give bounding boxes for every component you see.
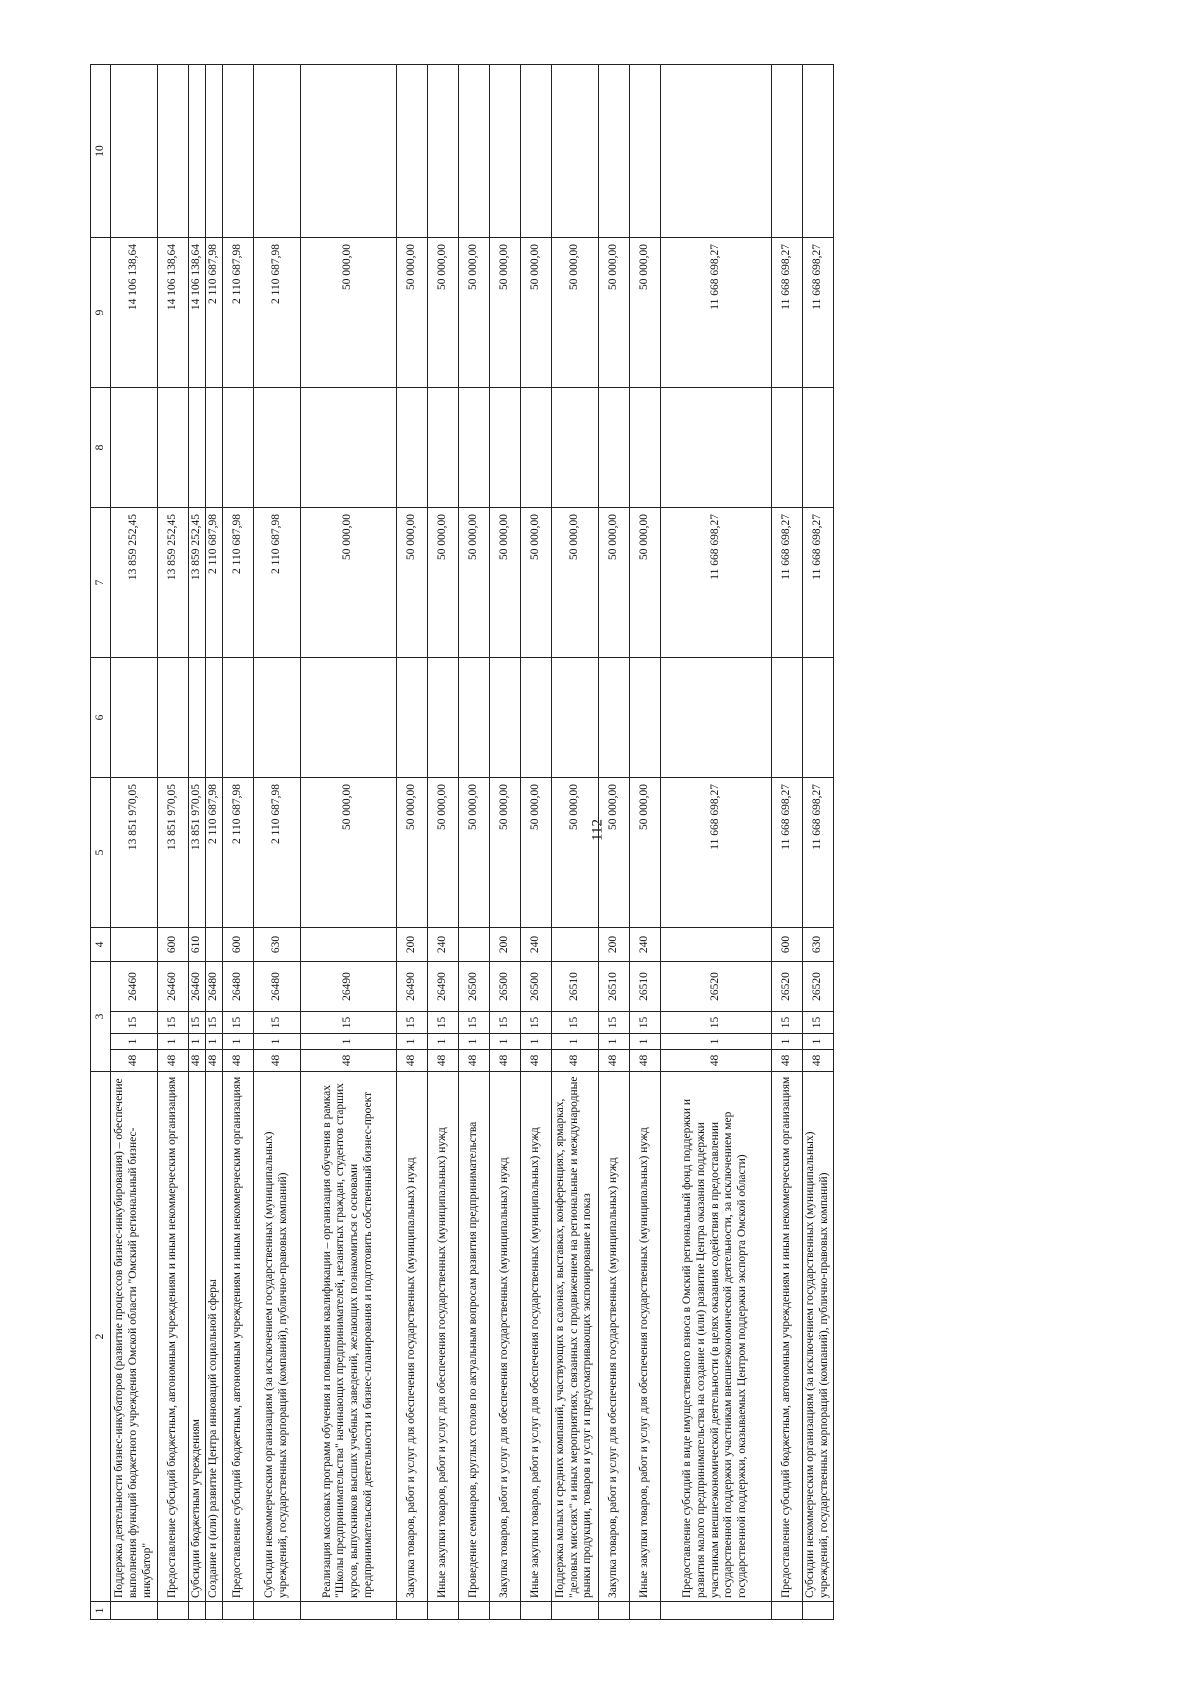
- cell-expense-type: 630: [253, 928, 300, 962]
- cell-description: Поддержка малых и средних компаний, участвующих в салонах, выставках, конференциях, ярмарках, "деловых миссиях" и иных мероприятиях, связанных с продвижением на региональные и международные рынки продукции, товаров и услуг и предусматривающих экспонирование и показ: [551, 1072, 598, 1602]
- cell-col-1: [551, 1602, 598, 1620]
- cell-col-7: 11 668 698,27: [660, 508, 771, 658]
- cell-code-direction: 26510: [629, 962, 660, 1012]
- cell-description: Поддержка деятельности бизнес-инкубаторов (развитие процессов бизнес-инкубирования) – обеспечение выполнения функций бюджетного учреждения Омской области "Омский региональный бизнес-инкубатор": [111, 1072, 158, 1602]
- cell-col-6: [427, 658, 458, 778]
- cell-col-6: [629, 658, 660, 778]
- col-header-2: 2: [91, 1072, 111, 1602]
- cell-code-program: 48: [396, 1050, 427, 1072]
- cell-col-9: 14 106 138,64: [189, 238, 206, 388]
- table-row: [802, 65, 833, 1620]
- cell-col-9: 11 668 698,27: [802, 238, 833, 388]
- cell-code-subprogram: 1: [158, 1034, 189, 1050]
- cell-col-6: [771, 658, 802, 778]
- cell-col-9: 50 000,00: [598, 238, 629, 388]
- cell-code-direction: 26490: [396, 962, 427, 1012]
- table-row: [222, 65, 253, 1620]
- cell-code-program: 48: [253, 1050, 300, 1072]
- cell-col-9: 14 106 138,64: [158, 238, 189, 388]
- cell-code-program: 48: [189, 1050, 206, 1072]
- table-row: [520, 65, 551, 1620]
- cell-col-5: 11 668 698,27: [802, 778, 833, 928]
- table-row: [660, 65, 771, 1620]
- col-header-8: 8: [91, 388, 111, 508]
- cell-description: Предоставление субсидий в виде имущественного взноса в Омский региональный фонд поддержки и развития малого предпринимательства на создание и (или) развитие Центра оказания поддержки участникам внешнеэкономической деятельности (в целях оказания содействия в предоставлении государственной поддержки участникам внешнеэкономической деятельности, за исключением мер государственной поддержки, оказываемых Центром поддержки экспорта Омской области): [660, 1072, 771, 1602]
- cell-col-5: 50 000,00: [396, 778, 427, 928]
- cell-col-8: [629, 388, 660, 508]
- cell-col-8: [189, 388, 206, 508]
- cell-col-7: 2 110 687,98: [205, 508, 222, 658]
- cell-code-subprogram: 1: [551, 1034, 598, 1050]
- cell-description: Иные закупки товаров, работ и услуг для обеспечения государственных (муниципальных) нужд: [520, 1072, 551, 1602]
- cell-code-direction: 26520: [802, 962, 833, 1012]
- cell-description: Субсидии бюджетным учреждениям: [189, 1072, 206, 1602]
- cell-code-main-event: 15: [158, 1012, 189, 1034]
- cell-col-5: 11 668 698,27: [660, 778, 771, 928]
- cell-col-1: [158, 1602, 189, 1620]
- cell-code-main-event: 15: [300, 1012, 396, 1034]
- cell-code-main-event: 15: [253, 1012, 300, 1034]
- cell-code-main-event: 15: [205, 1012, 222, 1034]
- cell-col-1: [802, 1602, 833, 1620]
- table-row: [253, 65, 300, 1620]
- table-row: [489, 65, 520, 1620]
- cell-col-5: 50 000,00: [458, 778, 489, 928]
- cell-expense-type: 600: [771, 928, 802, 962]
- cell-col-6: [660, 658, 771, 778]
- cell-col-10: [189, 65, 206, 238]
- cell-code-subprogram: 1: [598, 1034, 629, 1050]
- cell-code-main-event: 15: [520, 1012, 551, 1034]
- cell-col-7: 50 000,00: [489, 508, 520, 658]
- cell-col-10: [598, 65, 629, 238]
- cell-description: Иные закупки товаров, работ и услуг для обеспечения государственных (муниципальных) нужд: [629, 1072, 660, 1602]
- cell-col-1: [629, 1602, 660, 1620]
- col-header-3: 3: [91, 962, 111, 1072]
- cell-col-5: 13 851 970,05: [189, 778, 206, 928]
- cell-code-program: 48: [222, 1050, 253, 1072]
- cell-description: Субсидии некоммерческим организациям (за исключением государственных (муниципальных) учреждений, государственных корпораций (компаний), публично-правовых компаний): [253, 1072, 300, 1602]
- cell-col-8: [551, 388, 598, 508]
- cell-col-1: [771, 1602, 802, 1620]
- cell-code-program: 48: [802, 1050, 833, 1072]
- cell-col-7: 2 110 687,98: [222, 508, 253, 658]
- cell-code-program: 48: [520, 1050, 551, 1072]
- cell-description: Субсидии некоммерческим организациям (за исключением государственных (муниципальных) учреждений, государственных корпораций (компаний), публично-правовых компаний): [802, 1072, 833, 1602]
- cell-description: Иные закупки товаров, работ и услуг для обеспечения государственных (муниципальных) нужд: [427, 1072, 458, 1602]
- cell-col-10: [396, 65, 427, 238]
- cell-description: Закупка товаров, работ и услуг для обеспечения государственных (муниципальных) нужд: [598, 1072, 629, 1602]
- cell-code-direction: 26500: [489, 962, 520, 1012]
- cell-col-6: [205, 658, 222, 778]
- cell-expense-type: [205, 928, 222, 962]
- col-header-4: 4: [91, 928, 111, 962]
- cell-code-direction: 26480: [253, 962, 300, 1012]
- cell-code-direction: 26500: [520, 962, 551, 1012]
- cell-col-9: 50 000,00: [629, 238, 660, 388]
- cell-col-5: 50 000,00: [520, 778, 551, 928]
- cell-col-6: [253, 658, 300, 778]
- table-row: [205, 65, 222, 1620]
- cell-col-5: 50 000,00: [629, 778, 660, 928]
- cell-code-program: 48: [598, 1050, 629, 1072]
- cell-code-program: 48: [629, 1050, 660, 1072]
- cell-col-9: 50 000,00: [489, 238, 520, 388]
- cell-col-1: [598, 1602, 629, 1620]
- header-row: [91, 65, 111, 1620]
- cell-col-6: [111, 658, 158, 778]
- cell-col-6: [802, 658, 833, 778]
- cell-code-subprogram: 1: [222, 1034, 253, 1050]
- page-number: 112: [589, 819, 606, 841]
- cell-col-1: [253, 1602, 300, 1620]
- table-row: [396, 65, 427, 1620]
- cell-code-direction: 26490: [300, 962, 396, 1012]
- cell-col-10: [427, 65, 458, 238]
- cell-col-8: [771, 388, 802, 508]
- cell-expense-type: 600: [158, 928, 189, 962]
- cell-col-1: [458, 1602, 489, 1620]
- cell-code-direction: 26480: [205, 962, 222, 1012]
- cell-col-10: [551, 65, 598, 238]
- cell-expense-type: 630: [802, 928, 833, 962]
- cell-col-6: [551, 658, 598, 778]
- cell-expense-type: 600: [222, 928, 253, 962]
- cell-col-10: [660, 65, 771, 238]
- cell-code-main-event: 15: [427, 1012, 458, 1034]
- cell-code-program: 48: [458, 1050, 489, 1072]
- cell-code-subprogram: 1: [205, 1034, 222, 1050]
- cell-col-9: 11 668 698,27: [771, 238, 802, 388]
- cell-col-6: [598, 658, 629, 778]
- cell-col-1: [427, 1602, 458, 1620]
- table-row: [551, 65, 598, 1620]
- cell-code-program: 48: [427, 1050, 458, 1072]
- cell-col-5: 13 851 970,05: [158, 778, 189, 928]
- cell-col-7: 13 859 252,45: [158, 508, 189, 658]
- cell-code-program: 48: [158, 1050, 189, 1072]
- cell-col-10: [520, 65, 551, 238]
- cell-code-subprogram: 1: [520, 1034, 551, 1050]
- cell-col-10: [489, 65, 520, 238]
- cell-col-7: 50 000,00: [396, 508, 427, 658]
- cell-col-5: 50 000,00: [300, 778, 396, 928]
- cell-code-subprogram: 1: [489, 1034, 520, 1050]
- cell-col-7: 50 000,00: [458, 508, 489, 658]
- cell-description: Закупка товаров, работ и услуг для обеспечения государственных (муниципальных) нужд: [489, 1072, 520, 1602]
- cell-code-direction: 26490: [427, 962, 458, 1012]
- cell-col-8: [111, 388, 158, 508]
- cell-code-direction: 26520: [660, 962, 771, 1012]
- cell-col-10: [158, 65, 189, 238]
- cell-expense-type: [111, 928, 158, 962]
- cell-code-direction: 26510: [551, 962, 598, 1012]
- cell-code-subprogram: 1: [771, 1034, 802, 1050]
- cell-description: Создание и (или) развитие Центра инноваций социальной сферы: [205, 1072, 222, 1602]
- cell-col-8: [489, 388, 520, 508]
- cell-code-subprogram: 1: [427, 1034, 458, 1050]
- cell-col-10: [253, 65, 300, 238]
- cell-expense-type: 240: [520, 928, 551, 962]
- cell-col-5: 11 668 698,27: [771, 778, 802, 928]
- cell-code-subprogram: 1: [629, 1034, 660, 1050]
- cell-col-9: 11 668 698,27: [660, 238, 771, 388]
- cell-code-main-event: 15: [189, 1012, 206, 1034]
- col-header-5: 5: [91, 778, 111, 928]
- cell-col-7: 50 000,00: [629, 508, 660, 658]
- table-row: [458, 65, 489, 1620]
- cell-expense-type: 200: [489, 928, 520, 962]
- cell-col-5: 2 110 687,98: [222, 778, 253, 928]
- cell-code-program: 48: [205, 1050, 222, 1072]
- cell-col-8: [427, 388, 458, 508]
- cell-col-5: 50 000,00: [551, 778, 598, 928]
- cell-col-1: [205, 1602, 222, 1620]
- cell-col-9: 2 110 687,98: [253, 238, 300, 388]
- col-header-6: 6: [91, 658, 111, 778]
- cell-code-main-event: 15: [111, 1012, 158, 1034]
- cell-col-9: 50 000,00: [520, 238, 551, 388]
- cell-code-subprogram: 1: [189, 1034, 206, 1050]
- cell-code-subprogram: 1: [660, 1034, 771, 1050]
- col-header-1: 1: [91, 1602, 111, 1620]
- cell-col-10: [300, 65, 396, 238]
- cell-col-9: 50 000,00: [396, 238, 427, 388]
- cell-col-5: 13 851 970,05: [111, 778, 158, 928]
- cell-code-program: 48: [660, 1050, 771, 1072]
- cell-col-7: 50 000,00: [427, 508, 458, 658]
- cell-col-9: 50 000,00: [300, 238, 396, 388]
- cell-code-main-event: 15: [551, 1012, 598, 1034]
- cell-expense-type: 240: [629, 928, 660, 962]
- cell-col-6: [489, 658, 520, 778]
- cell-col-7: 13 859 252,45: [189, 508, 206, 658]
- cell-description: Закупка товаров, работ и услуг для обеспечения государственных (муниципальных) нужд: [396, 1072, 427, 1602]
- cell-col-7: 50 000,00: [300, 508, 396, 658]
- cell-col-1: [300, 1602, 396, 1620]
- cell-code-main-event: 15: [771, 1012, 802, 1034]
- cell-col-7: 50 000,00: [551, 508, 598, 658]
- cell-col-7: 13 859 252,45: [111, 508, 158, 658]
- cell-col-8: [660, 388, 771, 508]
- budget-table: [90, 64, 834, 1620]
- cell-col-10: [458, 65, 489, 238]
- cell-code-direction: 26460: [189, 962, 206, 1012]
- table-row: [111, 65, 158, 1620]
- cell-expense-type: [458, 928, 489, 962]
- cell-col-8: [396, 388, 427, 508]
- cell-col-9: 2 110 687,98: [205, 238, 222, 388]
- cell-col-5: 50 000,00: [427, 778, 458, 928]
- cell-col-9: 50 000,00: [458, 238, 489, 388]
- table-row: [598, 65, 629, 1620]
- cell-col-1: [520, 1602, 551, 1620]
- cell-code-subprogram: 1: [253, 1034, 300, 1050]
- cell-col-8: [222, 388, 253, 508]
- cell-expense-type: 200: [396, 928, 427, 962]
- cell-col-8: [458, 388, 489, 508]
- cell-col-7: 11 668 698,27: [771, 508, 802, 658]
- cell-code-direction: 26460: [158, 962, 189, 1012]
- table-row: [629, 65, 660, 1620]
- cell-col-8: [598, 388, 629, 508]
- cell-col-10: [205, 65, 222, 238]
- col-header-7: 7: [91, 508, 111, 658]
- cell-col-8: [158, 388, 189, 508]
- cell-col-9: 50 000,00: [551, 238, 598, 388]
- cell-col-8: [802, 388, 833, 508]
- cell-code-subprogram: 1: [396, 1034, 427, 1050]
- cell-col-6: [222, 658, 253, 778]
- cell-col-5: 2 110 687,98: [253, 778, 300, 928]
- table-body: [111, 65, 834, 1620]
- cell-code-main-event: 15: [598, 1012, 629, 1034]
- cell-code-program: 48: [111, 1050, 158, 1072]
- cell-col-6: [520, 658, 551, 778]
- cell-col-5: 50 000,00: [598, 778, 629, 928]
- cell-code-main-event: 15: [396, 1012, 427, 1034]
- cell-col-10: [629, 65, 660, 238]
- cell-col-1: [660, 1602, 771, 1620]
- cell-col-8: [253, 388, 300, 508]
- cell-code-program: 48: [551, 1050, 598, 1072]
- cell-expense-type: [551, 928, 598, 962]
- cell-col-10: [802, 65, 833, 238]
- cell-code-direction: 26500: [458, 962, 489, 1012]
- cell-col-6: [300, 658, 396, 778]
- cell-description: Реализация массовых программ обучения и повышения квалификации – организация обучения в рамках "Школы предпринимательства" начинающих предпринимателей, незанятых граждан, студентов старших курсов, выпускников высших учебных заведений, желающих познакомиться с основами предпринимательской деятельности и бизнес-планирования и подготовить собственный бизнес-проект: [300, 1072, 396, 1602]
- cell-code-main-event: 15: [222, 1012, 253, 1034]
- table-row: [427, 65, 458, 1620]
- cell-col-9: 50 000,00: [427, 238, 458, 388]
- cell-col-6: [458, 658, 489, 778]
- cell-col-1: [222, 1602, 253, 1620]
- cell-expense-type: 200: [598, 928, 629, 962]
- cell-col-9: 2 110 687,98: [222, 238, 253, 388]
- cell-description: Предоставление субсидий бюджетным, автономным учреждениям и иным некоммерческим организациям: [222, 1072, 253, 1602]
- cell-col-1: [189, 1602, 206, 1620]
- cell-code-main-event: 15: [489, 1012, 520, 1034]
- cell-expense-type: 240: [427, 928, 458, 962]
- cell-col-1: [489, 1602, 520, 1620]
- table-row: [771, 65, 802, 1620]
- cell-col-7: 50 000,00: [598, 508, 629, 658]
- cell-col-10: [222, 65, 253, 238]
- cell-code-program: 48: [771, 1050, 802, 1072]
- rotated-page-content: [90, 65, 1125, 1620]
- cell-expense-type: 610: [189, 928, 206, 962]
- cell-description: Предоставление субсидий бюджетным, автономным учреждениям и иным некоммерческим организациям: [771, 1072, 802, 1602]
- cell-expense-type: [300, 928, 396, 962]
- cell-code-subprogram: 1: [111, 1034, 158, 1050]
- col-header-9: 9: [91, 238, 111, 388]
- cell-col-8: [300, 388, 396, 508]
- cell-col-8: [205, 388, 222, 508]
- cell-code-main-event: 15: [629, 1012, 660, 1034]
- cell-col-8: [520, 388, 551, 508]
- cell-code-program: 48: [489, 1050, 520, 1072]
- col-header-10: 10: [91, 65, 111, 238]
- table-row: [300, 65, 396, 1620]
- cell-code-direction: 26480: [222, 962, 253, 1012]
- cell-expense-type: [660, 928, 771, 962]
- table-row: [158, 65, 189, 1620]
- cell-col-7: 11 668 698,27: [802, 508, 833, 658]
- cell-code-main-event: 15: [458, 1012, 489, 1034]
- cell-code-subprogram: 1: [458, 1034, 489, 1050]
- cell-code-direction: 26520: [771, 962, 802, 1012]
- cell-code-main-event: 15: [660, 1012, 771, 1034]
- cell-col-6: [158, 658, 189, 778]
- cell-description: Предоставление субсидий бюджетным, автономным учреждениям и иным некоммерческим организациям: [158, 1072, 189, 1602]
- cell-description: Проведение семинаров, круглых столов по актуальным вопросам развития предпринимательства: [458, 1072, 489, 1602]
- cell-code-direction: 26460: [111, 962, 158, 1012]
- cell-col-6: [189, 658, 206, 778]
- cell-col-1: [111, 1602, 158, 1620]
- cell-code-subprogram: 1: [802, 1034, 833, 1050]
- table-row: [189, 65, 206, 1620]
- cell-col-10: [771, 65, 802, 238]
- cell-col-9: 14 106 138,64: [111, 238, 158, 388]
- cell-col-1: [396, 1602, 427, 1620]
- cell-col-10: [111, 65, 158, 238]
- cell-code-subprogram: 1: [300, 1034, 396, 1050]
- cell-code-direction: 26510: [598, 962, 629, 1012]
- cell-col-7: 50 000,00: [520, 508, 551, 658]
- cell-col-5: 2 110 687,98: [205, 778, 222, 928]
- cell-code-main-event: 15: [802, 1012, 833, 1034]
- cell-col-5: 50 000,00: [489, 778, 520, 928]
- cell-col-6: [396, 658, 427, 778]
- cell-code-program: 48: [300, 1050, 396, 1072]
- cell-col-7: 2 110 687,98: [253, 508, 300, 658]
